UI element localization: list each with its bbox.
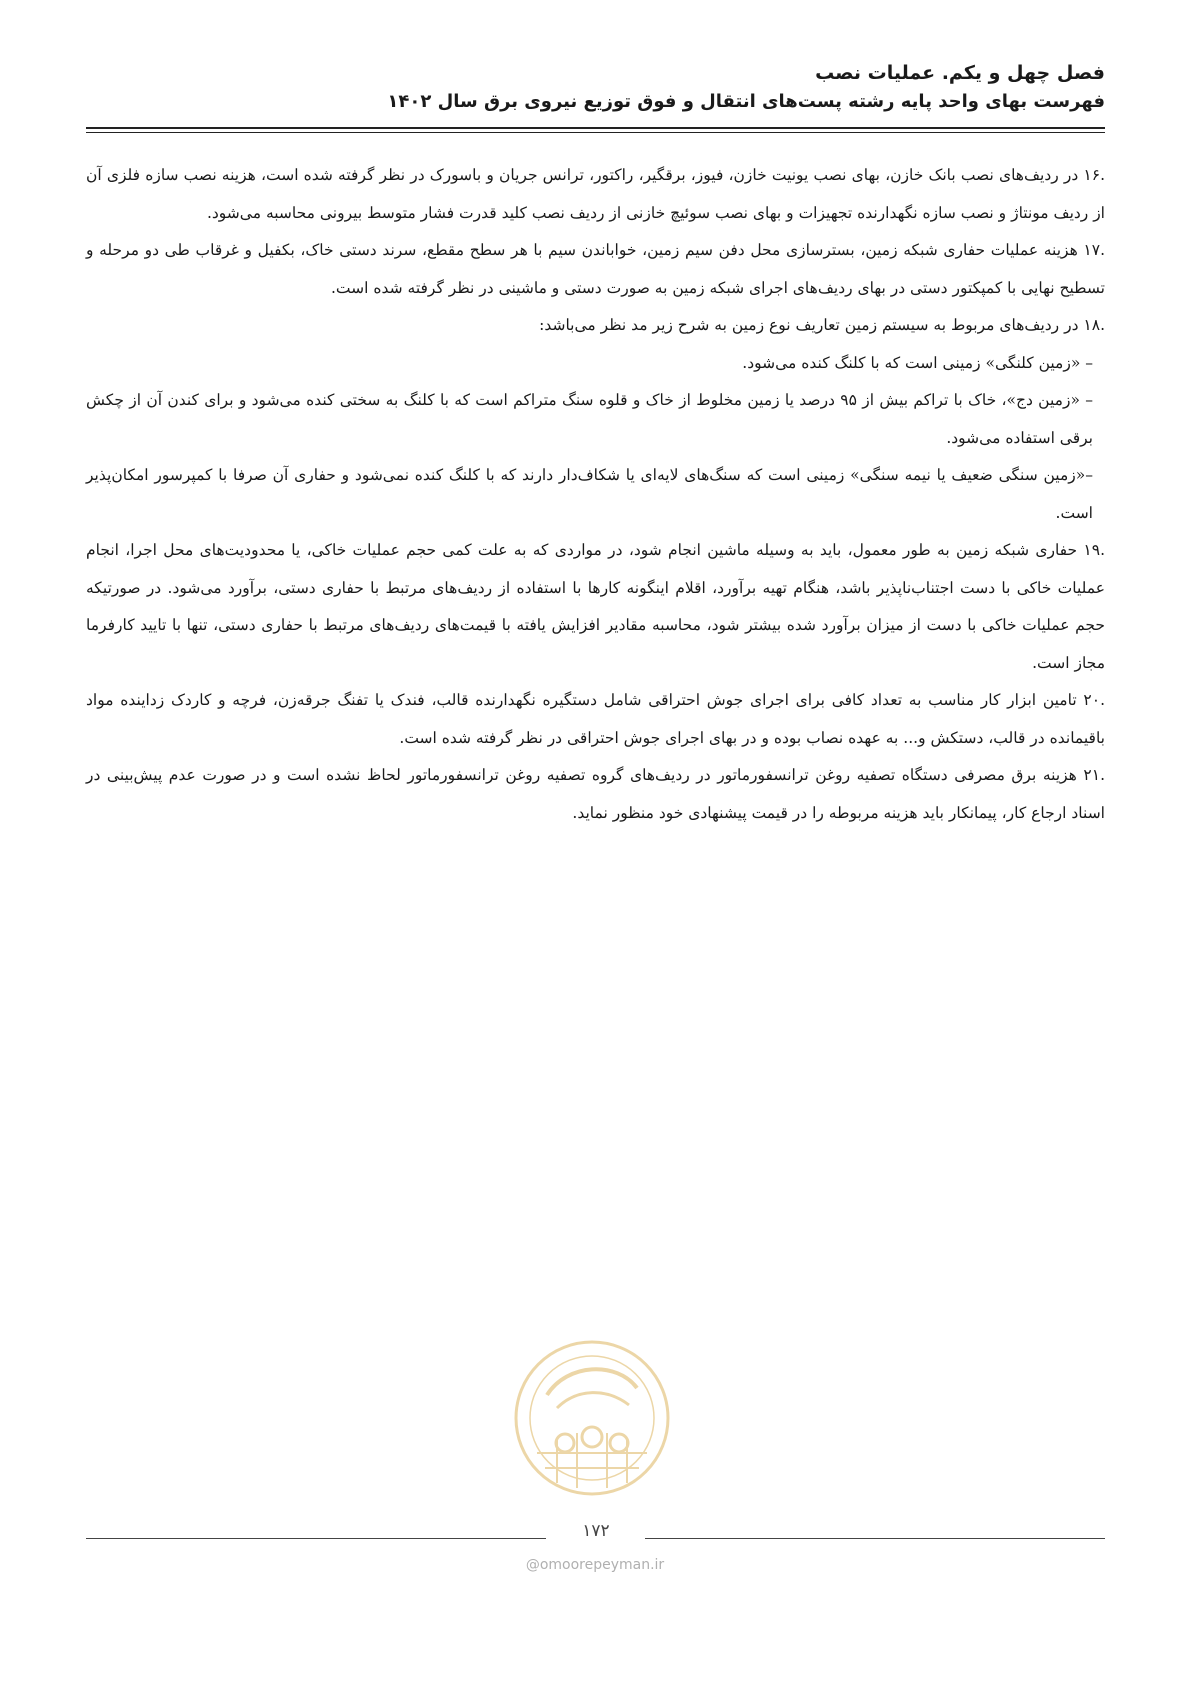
footer-rule-right: [645, 1538, 1105, 1539]
website-watermark: @omoorepeyman.ir: [525, 1557, 665, 1573]
soil-type-a: – «زمین کلنگی» زمینی است که با کلنگ کنده می‌شود.: [742, 353, 1093, 372]
page-header: [86, 58, 1105, 116]
header-rule-thick: [86, 127, 1105, 129]
page-body: [86, 157, 1105, 832]
soil-type-c: –«زمین سنگی ضعیف یا نیمه سنگی» زمینی است که سنگ‌های لایه‌ای یا شکاف‌دار دارند که با کلنگ کنده نمی‌شود و حفاری آن صرفا با کمپرسور امکان‌پذیر است.: [86, 466, 1093, 522]
paragraph-16: .۱۶ در ردیف‌های نصب بانک خازن، بهای نصب یونیت خازن، فیوز، برقگیر، راکتور، ترانس جریان و باسورک در نظر گرفته شده است، هزینه نصب سازه فلزی آن از ردیف مونتاژ و نصب سازه نگهدارنده تجهیزات و بهای نصب سوئیچ خازنی از ردیف نصب کلید قدرت فشار متوسط بیرونی محاسبه می‌شود.: [86, 166, 1105, 222]
chapter-title: فصل چهل و یکم. عملیات نصب: [815, 62, 1105, 84]
omoore-peyman-logo-icon: [507, 1333, 677, 1503]
paragraph-20: .۲۰ تامین ابزار کار مناسب به تعداد کافی برای اجرای جوش احتراقی شامل دستگیره نگهدارنده قالب، فندک یا تفنگ جرقه‌زن، فرچه و کاردک زداینده مواد باقیمانده در قالب، دستکش و... به عهده نصاب بوده و در بهای اجرای جوش احتراقی در نظر گرفته شده است.: [86, 691, 1105, 747]
paragraph-17: .۱۷ هزینه عملیات حفاری شبکه زمین، بسترسازی محل دفن سیم زمین، خواباندن سیم با هر سطح مقطع، سرند دستی خاک، بکفیل و غرقاب طی دو مرحله و تسطیح نهایی با کمپکتور دستی در بهای ردیف‌های اجرای شبکه زمین به صورت دستی و ماشینی در نظر گرفته شده است.: [86, 241, 1105, 297]
paragraph-19: .۱۹ حفاری شبکه زمین به طور معمول، باید به وسیله ماشین انجام شود، در مواردی که به علت کمی حجم عملیات خاکی، یا محدودیت‌های محل اجرا، انجام عملیات خاکی با دست اجتناب‌ناپذیر باشد، هنگام تهیه برآورد، اقلام اینگونه کارها با استفاده از ردیف‌های مرتبط با حفاری دستی، برآورد می‌شود. در صورتیکه حجم عملیات خاکی با دست از میزان برآورد شده بیشتر شود، محاسبه مقادیر افزایش یافته با قیمت‌های ردیف‌های مرتبط با حفاری دستی، تنها با تایید کارفرما مجاز است.: [86, 541, 1105, 672]
paragraph-18: .۱۸ در ردیف‌های مربوط به سیستم زمین تعاریف نوع زمین به شرح زیر مد نظر می‌باشد:: [539, 316, 1105, 334]
page-number: ۱۷۲: [582, 1521, 610, 1541]
footer-rule-left: [86, 1538, 546, 1539]
header-rule-thin: [86, 132, 1105, 133]
paragraph-21: .۲۱ هزینه برق مصرفی دستگاه تصفیه روغن ترانسفورماتور در ردیف‌های گروه تصفیه روغن ترانسفورماتور لحاظ نشده است و در صورت عدم پیش‌بینی در اسناد ارجاع کار، پیمانکار باید هزینه مربوطه را در قیمت پیشنهادی خود منظور نماید.: [86, 766, 1105, 822]
soil-type-b: – «زمین دج»، خاک با تراکم بیش از ۹۵ درصد یا زمین مخلوط از خاک و قلوه سنگ متراکم است که با کلنگ به سختی کنده می‌شود و برای کندن آن از چکش برقی استفاده می‌شود.: [86, 391, 1093, 447]
document-title: فهرست بهای واحد پایه رشته پست‌های انتقال و فوق توزیع نیروی برق سال ۱۴۰۲: [387, 91, 1105, 112]
